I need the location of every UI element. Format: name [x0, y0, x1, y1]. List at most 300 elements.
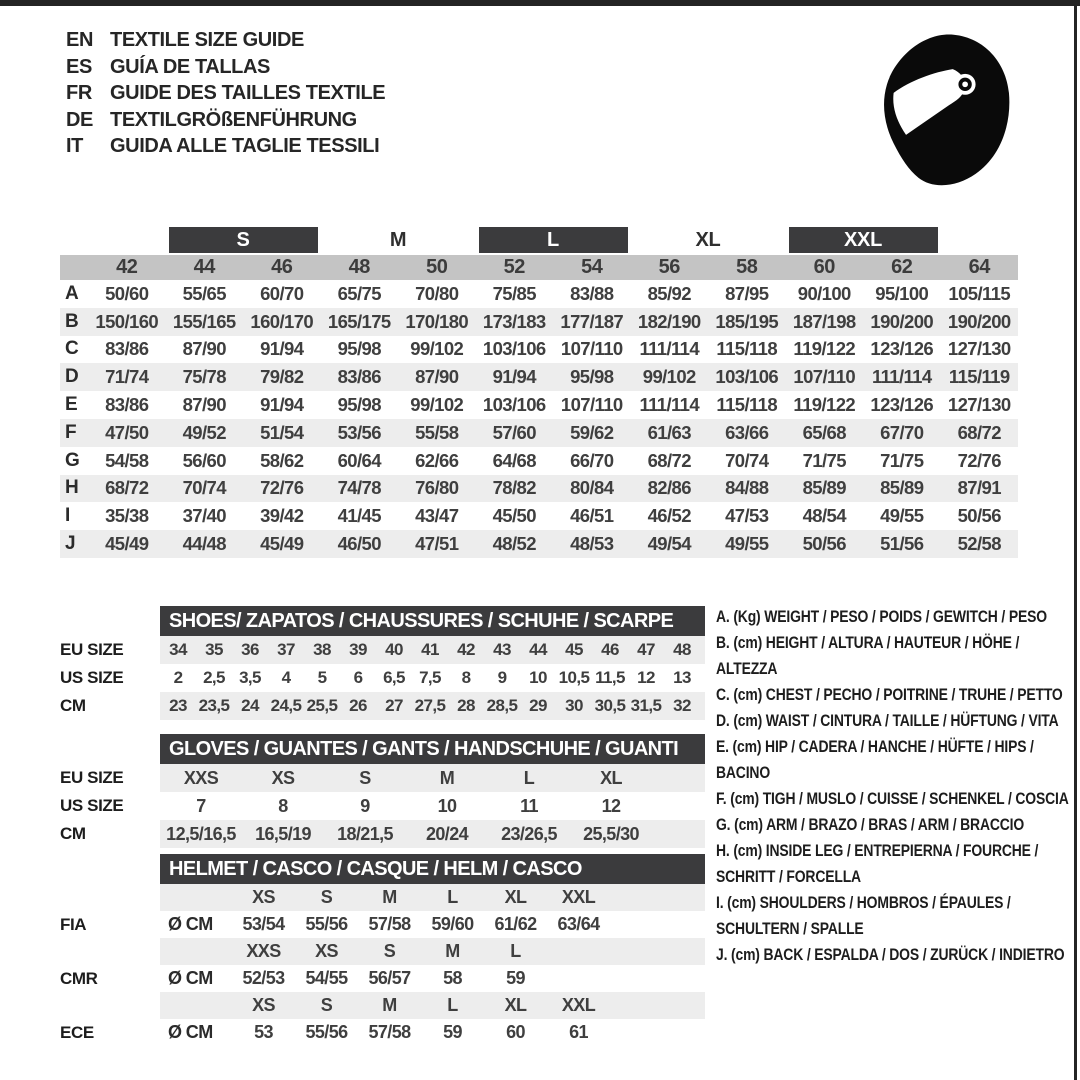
helmet-value-cell: 59/60 — [431, 914, 474, 934]
row-label: EU SIZE — [60, 768, 124, 787]
value-cell: M — [439, 767, 455, 788]
language-line — [66, 80, 385, 107]
value-cell: 10 — [437, 795, 457, 816]
measure-cell: 165/175 — [327, 310, 391, 332]
measure-cell: 85/92 — [647, 282, 691, 304]
legend-item: A. (Kg) WEIGHT / PESO / POIDS / GEWITCH / PESO — [716, 607, 1047, 626]
sub-table-row — [60, 692, 708, 720]
measure-cell: 83/86 — [105, 394, 149, 416]
legend-item: G. (cm) ARM / BRAZO / BRAS / ARM / BRACCIO — [716, 815, 1025, 834]
helmet-value-cell: 61 — [569, 1022, 588, 1042]
measure-cell: 72/76 — [957, 449, 1001, 471]
language-line — [66, 133, 385, 160]
value-cell: 30 — [565, 696, 583, 715]
value-cell: 48 — [673, 640, 691, 659]
measure-cell: 70/80 — [415, 282, 459, 304]
helmet-size-header: L — [447, 995, 458, 1015]
size-group-row — [60, 227, 1018, 253]
value-cell: 37 — [277, 640, 295, 659]
measurement-legend — [716, 604, 1070, 968]
measure-cell: 99/102 — [410, 338, 464, 360]
language-line — [66, 27, 385, 54]
helmet-value-cell: 61/62 — [494, 914, 537, 934]
measure-cell: 190/200 — [947, 310, 1011, 332]
sub-table-row — [60, 764, 708, 792]
value-cell: 12,5/16,5 — [166, 823, 236, 844]
measure-cell: 71/74 — [105, 366, 149, 388]
value-cell: 2 — [173, 668, 183, 687]
guide-title: GUIDE DES TAILLES TEXTILE — [110, 82, 386, 104]
measure-row-g — [60, 447, 1018, 475]
measure-cell: 68/72 — [647, 449, 691, 471]
measure-cell: 99/102 — [642, 366, 696, 388]
measure-cell: 91/94 — [260, 338, 304, 360]
measure-cell: 83/86 — [105, 338, 149, 360]
measure-cell: 47/53 — [725, 505, 769, 527]
helmet-standard-row — [60, 965, 708, 992]
helmet-size-table — [60, 854, 708, 1046]
measure-cell: 52/58 — [957, 533, 1001, 555]
size-column-header: 64 — [968, 256, 990, 278]
sub-table-row — [60, 636, 708, 664]
measure-row-i — [60, 502, 1018, 530]
measure-cell: 49/54 — [647, 533, 691, 555]
value-band — [160, 764, 705, 792]
measure-row-a — [60, 280, 1018, 308]
value-cell: 20/24 — [425, 823, 469, 844]
measure-cell: 70/74 — [725, 449, 769, 471]
value-cell: 27 — [385, 696, 403, 715]
top-border — [0, 0, 1080, 6]
measure-cell: 45/50 — [492, 505, 536, 527]
measure-cell: 35/38 — [105, 505, 149, 527]
value-cell: 16,5/19 — [255, 823, 311, 844]
table-title: GLOVES / GUANTES / GANTS / HANDSCHUHE / GUANTI — [160, 734, 705, 764]
size-group-xl: XL — [695, 228, 721, 251]
measure-cell: 50/56 — [957, 505, 1001, 527]
textile-size-table — [60, 227, 1018, 558]
row-label: EU SIZE — [60, 640, 124, 659]
measure-cell: 82/86 — [647, 477, 691, 499]
value-cell: 18/21,5 — [337, 823, 393, 844]
measure-row-j — [60, 530, 1018, 558]
size-band — [160, 938, 705, 965]
measure-cell: 66/70 — [570, 449, 614, 471]
row-label: A — [65, 282, 79, 304]
measure-cell: 74/78 — [337, 477, 381, 499]
value-band — [160, 636, 705, 664]
value-cell: XS — [271, 767, 295, 788]
size-column-header: 52 — [503, 256, 525, 278]
diameter-cm-label: Ø CM — [168, 914, 213, 934]
helmet-size-header-row — [60, 938, 708, 965]
measure-cell: 119/122 — [793, 394, 856, 416]
measure-cell: 190/200 — [870, 310, 934, 332]
helmet-size-header: S — [320, 887, 333, 907]
measure-cell: 155/165 — [172, 310, 236, 332]
size-column-header: 50 — [426, 256, 448, 278]
sub-table-row — [60, 792, 708, 820]
helmet-value-cell: 55/56 — [305, 1022, 348, 1042]
measure-cell: 87/91 — [957, 477, 1001, 499]
measure-cell: 83/88 — [570, 282, 614, 304]
measure-cell: 72/76 — [260, 477, 304, 499]
measure-cell: 115/119 — [948, 366, 1010, 388]
measure-cell: 70/74 — [182, 477, 226, 499]
measure-cell: 107/110 — [560, 394, 623, 416]
value-cell: 27,5 — [414, 696, 446, 715]
measure-cell: 187/198 — [792, 310, 856, 332]
measure-cell: 48/52 — [492, 533, 536, 555]
size-group-spacer — [60, 227, 166, 253]
value-cell: 12 — [637, 668, 655, 687]
measure-cell: 103/106 — [482, 394, 546, 416]
measure-cell: 78/82 — [492, 477, 536, 499]
measure-cell: 65/75 — [337, 282, 381, 304]
size-group-l: L — [479, 227, 628, 253]
value-band — [160, 692, 705, 720]
row-label-spacer — [60, 938, 160, 965]
value-cell: 30,5 — [594, 696, 626, 715]
sub-table-row — [60, 820, 708, 848]
value-cell: 40 — [385, 640, 403, 659]
measure-cell: 84/88 — [725, 477, 769, 499]
measure-cell: 185/195 — [715, 310, 779, 332]
measure-cell: 75/78 — [182, 366, 226, 388]
measure-cell: 182/190 — [637, 310, 701, 332]
helmet-size-header: S — [320, 995, 333, 1015]
value-band — [160, 911, 705, 938]
measure-row-e — [60, 391, 1018, 419]
helmet-size-header: XL — [504, 887, 527, 907]
value-cell: 2,5 — [203, 668, 225, 687]
measure-cell: 90/100 — [797, 282, 851, 304]
measure-cell: 46/51 — [570, 505, 614, 527]
row-label-spacer — [60, 884, 160, 911]
measure-cell: 87/95 — [725, 282, 769, 304]
value-band — [160, 820, 705, 848]
legend-item: H. (cm) INSIDE LEG / ENTREPIERNA / FOURCHE / SCHRITT / FORCELLA — [716, 841, 1039, 886]
measure-cell: 51/56 — [880, 533, 924, 555]
helmet-size-header: XXL — [561, 887, 596, 907]
value-cell: 24 — [241, 696, 259, 715]
legend-item: C. (cm) CHEST / PECHO / POITRINE / TRUHE / PETTO — [716, 685, 1063, 704]
size-column-header: 60 — [813, 256, 835, 278]
guide-title: GUÍA DE TALLAS — [110, 55, 270, 78]
size-column-header: 58 — [736, 256, 758, 278]
value-cell: 46 — [601, 640, 619, 659]
sub-table-row — [60, 664, 708, 692]
diameter-cm-label: Ø CM — [168, 1022, 213, 1042]
measure-cell: 87/90 — [415, 366, 459, 388]
language-line — [66, 107, 385, 134]
helmet-size-header: XL — [504, 995, 527, 1015]
guide-title: TEXTILE SIZE GUIDE — [110, 29, 304, 51]
measure-cell: 115/118 — [716, 394, 778, 416]
value-cell: 13 — [673, 668, 691, 687]
row-label: G — [65, 449, 80, 471]
value-cell: 28,5 — [486, 696, 518, 715]
legend-item: E. (cm) HIP / CADERA / HANCHE / HÜFTE / HIPS / BACINO — [716, 737, 1034, 782]
measure-cell: 57/60 — [492, 421, 536, 443]
size-group-m: M — [389, 228, 407, 251]
helmet-value-cell: 56/57 — [368, 968, 411, 988]
measure-cell: 49/55 — [725, 533, 769, 555]
helmet-value-cell: 53/54 — [242, 914, 285, 934]
size-band — [160, 884, 705, 911]
measure-cell: 47/50 — [105, 421, 149, 443]
measure-row-h — [60, 475, 1018, 503]
measure-cell: 80/84 — [570, 477, 614, 499]
value-cell: 5 — [317, 668, 327, 687]
measure-cell: 173/183 — [482, 310, 546, 332]
row-label: E — [65, 394, 78, 416]
measure-row-b — [60, 308, 1018, 336]
measure-cell: 91/94 — [260, 394, 304, 416]
helmet-size-header: XS — [252, 995, 275, 1015]
row-label: CM — [60, 824, 86, 843]
value-band — [160, 965, 705, 992]
measure-cell: 95/100 — [875, 282, 929, 304]
value-cell: 25,5 — [306, 696, 338, 715]
value-cell: 24,5 — [270, 696, 302, 715]
measure-cell: 111/114 — [639, 338, 700, 360]
helmet-value-cell: 59 — [506, 968, 525, 988]
measure-cell: 46/50 — [337, 533, 381, 555]
standard-label: ECE — [60, 1022, 94, 1042]
language-line — [66, 54, 385, 81]
value-cell: 28 — [457, 696, 475, 715]
helmet-size-header-row — [60, 884, 708, 911]
row-label: B — [65, 310, 79, 332]
measure-cell: 60/64 — [337, 449, 381, 471]
size-header-row — [60, 255, 1018, 280]
language-code: DE — [66, 108, 93, 131]
measure-cell: 83/86 — [337, 366, 381, 388]
value-cell: 39 — [349, 640, 367, 659]
size-column-header: 48 — [348, 256, 370, 278]
helmet-size-header: L — [510, 941, 521, 961]
measure-cell: 37/40 — [182, 505, 226, 527]
measure-cell: 48/53 — [570, 533, 614, 555]
measure-cell: 62/66 — [415, 449, 459, 471]
legend-item: D. (cm) WAIST / CINTURA / TAILLE / HÜFTUNG / VITA — [716, 711, 1059, 730]
measure-cell: 49/52 — [182, 421, 226, 443]
table-title: HELMET / CASCO / CASQUE / HELM / CASCO — [160, 854, 705, 884]
measure-cell: 48/54 — [802, 505, 846, 527]
measure-cell: 91/94 — [492, 366, 536, 388]
helmet-value-cell: 57/58 — [368, 914, 411, 934]
measure-cell: 103/106 — [482, 338, 546, 360]
measure-cell: 61/63 — [647, 421, 691, 443]
legend-item: J. (cm) BACK / ESPALDA / DOS / ZURÜCK / INDIETRO — [716, 945, 1065, 964]
helmet-size-header: XS — [252, 887, 275, 907]
measure-cell: 47/51 — [415, 533, 459, 555]
size-column-header: 44 — [193, 256, 215, 278]
guide-title: TEXTILGRÖßENFÜHRUNG — [110, 108, 357, 131]
measure-cell: 79/82 — [260, 366, 304, 388]
helmet-size-header: M — [382, 887, 397, 907]
measure-cell: 65/68 — [802, 421, 846, 443]
measure-cell: 95/98 — [570, 366, 614, 388]
helmet-value-cell: 54/55 — [305, 968, 348, 988]
value-cell: 44 — [529, 640, 547, 659]
measure-cell: 63/66 — [725, 421, 769, 443]
measure-cell: 107/110 — [793, 366, 856, 388]
value-cell: 43 — [493, 640, 511, 659]
measure-cell: 95/98 — [337, 394, 381, 416]
value-cell: 41 — [421, 640, 439, 659]
measure-cell: 39/42 — [260, 505, 304, 527]
row-label: I — [65, 505, 71, 527]
value-cell: 11,5 — [595, 668, 625, 687]
helmet-size-header: M — [382, 995, 397, 1015]
measure-cell: 87/90 — [182, 338, 226, 360]
value-cell: 7 — [196, 795, 206, 816]
value-band — [160, 664, 705, 692]
table-title: SHOES/ ZAPATOS / CHAUSSURES / SCHUHE / SCARPE — [160, 606, 705, 636]
measure-cell: 64/68 — [492, 449, 536, 471]
measure-cell: 95/98 — [337, 338, 381, 360]
measure-cell: 170/180 — [405, 310, 469, 332]
measure-cell: 75/85 — [492, 282, 536, 304]
value-cell: 11 — [520, 795, 538, 816]
size-group-xxl: XXL — [789, 227, 938, 253]
language-title-list — [66, 27, 385, 160]
value-cell: XXS — [183, 767, 219, 788]
measure-cell: 111/114 — [639, 394, 700, 416]
legend-item: F. (cm) TIGH / MUSLO / CUISSE / SCHENKEL / COSCIA — [716, 789, 1069, 808]
measure-cell: 45/49 — [260, 533, 304, 555]
shoes-size-table — [60, 606, 708, 720]
language-code: FR — [66, 82, 92, 104]
size-column-header: 56 — [658, 256, 680, 278]
measure-cell: 150/160 — [95, 310, 159, 332]
measure-cell: 50/56 — [802, 533, 846, 555]
measure-cell: 123/126 — [870, 338, 934, 360]
measure-cell: 99/102 — [410, 394, 464, 416]
size-column-header: 62 — [891, 256, 913, 278]
measure-cell: 123/126 — [870, 394, 934, 416]
measure-cell: 56/60 — [182, 449, 226, 471]
right-border — [1074, 0, 1077, 1080]
size-column-header: 42 — [116, 256, 138, 278]
size-group-s: S — [169, 227, 318, 253]
value-cell: 6,5 — [383, 668, 405, 687]
language-code: IT — [66, 135, 83, 157]
row-label-spacer — [60, 992, 160, 1019]
guide-title: GUIDA ALLE TAGLIE TESSILI — [110, 135, 380, 157]
helmet-value-cell: 58 — [443, 968, 462, 988]
measure-cell: 59/62 — [570, 421, 614, 443]
standard-label: CMR — [60, 968, 98, 988]
measure-cell: 115/118 — [716, 338, 778, 360]
value-cell: 23/26,5 — [501, 823, 557, 844]
measure-cell: 127/130 — [947, 394, 1011, 416]
racing-helmet-icon-svg — [874, 30, 1020, 192]
row-label: F — [65, 421, 77, 443]
value-cell: 45 — [565, 640, 583, 659]
measure-cell: 103/106 — [715, 366, 779, 388]
value-cell: 38 — [313, 640, 331, 659]
measure-cell: 50/60 — [105, 282, 149, 304]
size-group-spacer-end — [941, 227, 1019, 253]
measure-cell: 71/75 — [802, 449, 846, 471]
legend-item: I. (cm) SHOULDERS / HOMBROS / ÉPAULES / SCHULTERN / SPALLE — [716, 893, 1011, 938]
measure-row-d — [60, 363, 1018, 391]
gloves-size-table — [60, 734, 708, 848]
value-cell: 8 — [461, 668, 471, 687]
helmet-size-header: S — [383, 941, 396, 961]
value-cell: 6 — [353, 668, 363, 687]
measure-cell: 68/72 — [957, 421, 1001, 443]
measure-cell: 44/48 — [182, 533, 226, 555]
measure-cell: 85/89 — [802, 477, 846, 499]
measure-cell: 54/58 — [105, 449, 149, 471]
measure-cell: 85/89 — [880, 477, 924, 499]
size-band — [160, 992, 705, 1019]
measure-cell: 53/56 — [337, 421, 381, 443]
value-band — [160, 792, 705, 820]
helmet-standard-row — [60, 1019, 708, 1046]
value-cell: 10,5 — [558, 668, 590, 687]
helmet-size-header: XXS — [246, 941, 281, 961]
value-cell: 29 — [529, 696, 547, 715]
helmet-value-cell: 57/58 — [368, 1022, 411, 1042]
measure-row-f — [60, 419, 1018, 447]
size-column-header: 54 — [581, 256, 603, 278]
value-cell: 9 — [497, 668, 507, 687]
value-band — [160, 1019, 705, 1046]
helmet-value-cell: 60 — [506, 1022, 525, 1042]
legend-item: B. (cm) HEIGHT / ALTURA / HAUTEUR / HÖHE / ALTEZZA — [716, 633, 1020, 678]
measure-cell: 43/47 — [415, 505, 459, 527]
value-cell: 23 — [169, 696, 187, 715]
measure-cell: 41/45 — [337, 505, 381, 527]
measure-cell: 105/115 — [948, 282, 1011, 304]
measure-cell: 111/114 — [871, 366, 932, 388]
helmet-value-cell: 53 — [254, 1022, 273, 1042]
row-label: H — [65, 477, 79, 499]
helmet-size-header: XS — [315, 941, 338, 961]
value-cell: 8 — [278, 795, 288, 816]
helmet-value-cell: 59 — [443, 1022, 462, 1042]
value-cell: 4 — [281, 668, 291, 687]
measure-cell: 58/62 — [260, 449, 304, 471]
row-label: US SIZE — [60, 796, 124, 815]
measure-cell: 55/58 — [415, 421, 459, 443]
value-cell: 10 — [529, 668, 547, 687]
language-code: EN — [66, 29, 93, 51]
measure-cell: 160/170 — [250, 310, 314, 332]
value-cell: 12 — [601, 795, 621, 816]
measure-cell: 107/110 — [560, 338, 623, 360]
diameter-cm-label: Ø CM — [168, 968, 213, 988]
measure-cell: 119/122 — [793, 338, 856, 360]
measure-cell: 51/54 — [260, 421, 304, 443]
racing-helmet-icon — [874, 30, 1020, 192]
measure-cell: 45/49 — [105, 533, 149, 555]
value-cell: 36 — [241, 640, 259, 659]
size-column-header: 46 — [271, 256, 293, 278]
measure-cell: 127/130 — [947, 338, 1011, 360]
value-cell: 34 — [169, 640, 187, 659]
measure-cell: 68/72 — [105, 477, 149, 499]
helmet-size-header: L — [447, 887, 458, 907]
measure-cell: 71/75 — [880, 449, 924, 471]
value-cell: 7,5 — [419, 668, 441, 687]
value-cell: 23,5 — [198, 696, 230, 715]
